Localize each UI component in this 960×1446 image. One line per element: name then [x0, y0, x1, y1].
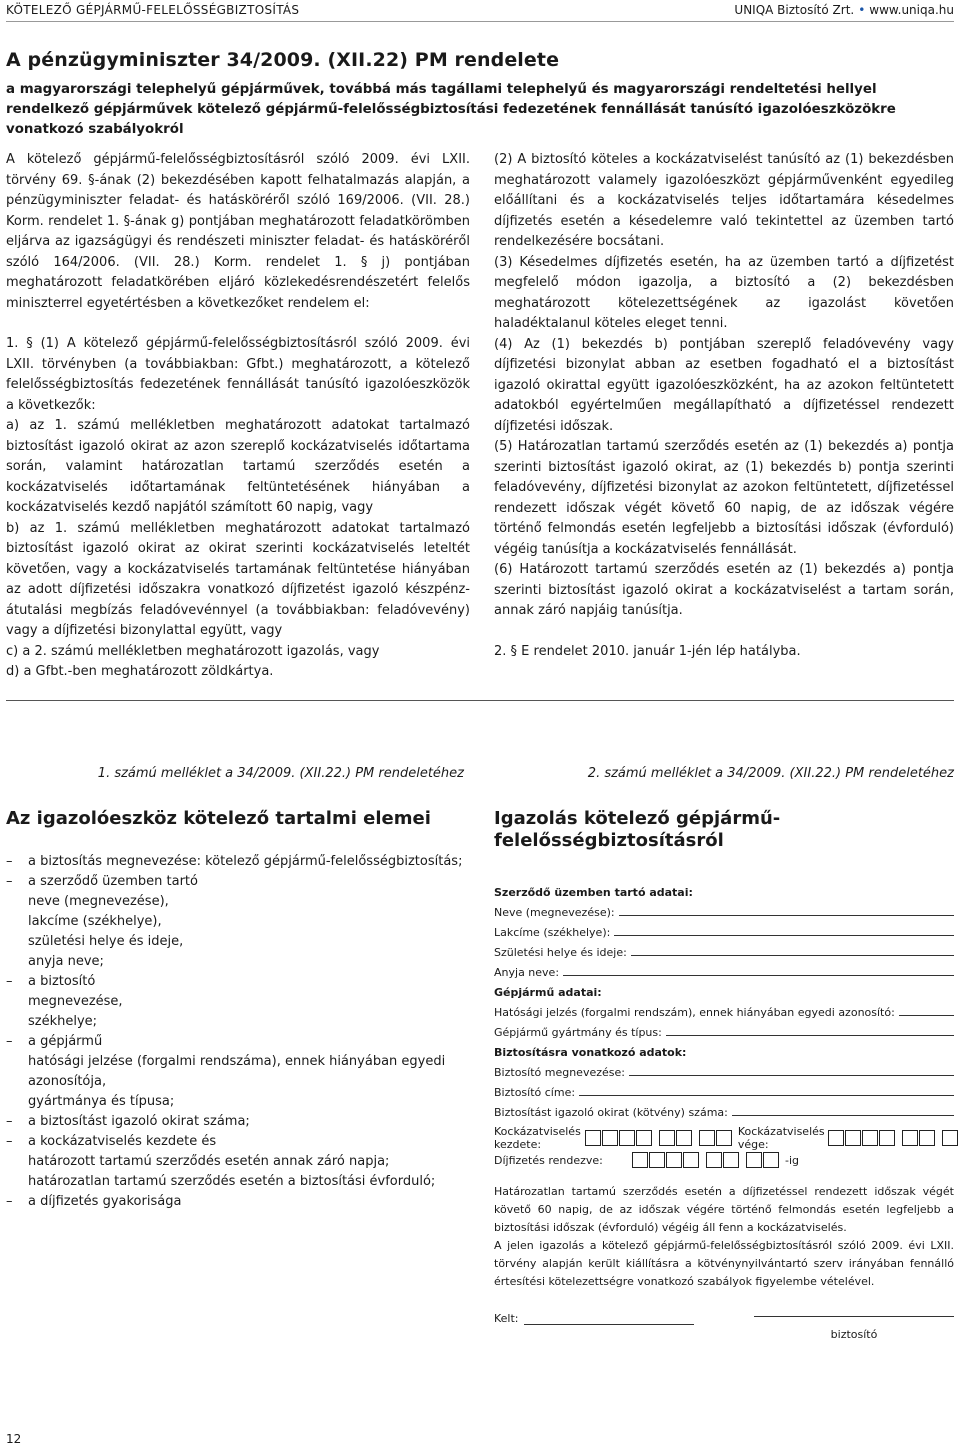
- coverage-start-boxes[interactable]: [585, 1130, 732, 1146]
- list-dash: [6, 1152, 28, 1172]
- label-mother: Anyja neve:: [494, 966, 560, 979]
- list-dash: [6, 912, 28, 932]
- paragraph-2: (2) A biztosító köteles a kockázatviselést tanúsító az (1) bekezdésben meghatározott valamely igazolóeszközt gépjárművenként egyedileg előállítani és a kockázatviselés teljes időtartamára késedelmes díjfizetés esetén a késedelemre való tekintettel az üzemben tartó rendelkezésére bocsátani.: [494, 152, 954, 249]
- section-2-paragraph: 2. § E rendelet 2010. január 1-jén lép hatályba.: [494, 643, 801, 659]
- list-item: [6, 1192, 470, 1212]
- list-item-text: határozott tartamú szerződés esetén annak záró napja;: [28, 1154, 390, 1169]
- list-dash: –: [6, 1034, 13, 1049]
- list-item: [6, 912, 470, 932]
- label-signature: biztosító: [830, 1328, 878, 1341]
- list-item-text: a biztosító: [28, 974, 96, 989]
- intro-paragraph: A kötelező gépjármű-felelősségbiztosításról szóló 2009. évi LXII. törvény 69. §-ának (2) bekezdésében kapott felhatalmazás alapján, a pénzügyminiszter feladat- és hatásköréről szóló 169/2006. (VII. 28.) Korm. rendelet 1. §-ának g) pontjában meghatározott feladatkörömben eljárva az igazságügyi és rendészeti miniszter feladat- és hatásköréről szóló 164/2006. (VII. 28.) Korm. rendelet 1. § j) pontjában meghatározott feladatkörében eljáró közlekedésrendészetért felelős miniszterrel egyetértésben a következőket rendelem el:: [6, 152, 470, 311]
- annex-1-heading: Az igazolóeszköz kötelező tartalmi elemei: [6, 808, 431, 829]
- label-name: Neve (megnevezése):: [494, 906, 615, 919]
- page-number: 12: [6, 1432, 22, 1446]
- list-item-text: székhelye;: [28, 1014, 98, 1029]
- label-insurer-address: Biztosító címe:: [494, 1086, 576, 1099]
- list-item: [6, 872, 470, 892]
- list-dash: [6, 892, 28, 912]
- form-notice-1: Határozatlan tartamú szerződés esetén a díjfizetéssel rendezett időszak végét követő 60 napig, de az időszak végére történő felmondás esetén legfeljebb a biztosítási időszak (évforduló) végéig áll fenn a kockázatviselés.: [494, 1185, 954, 1234]
- label-coverage-end: Kockázatviselés vége:: [737, 1125, 825, 1151]
- label-address: Lakcíme (székhelye):: [494, 926, 611, 939]
- list-item: [6, 1092, 470, 1112]
- label-until: -ig: [785, 1153, 800, 1167]
- list-dash: –: [6, 1194, 13, 1209]
- field-address-line[interactable]: [614, 935, 954, 936]
- field-make-line[interactable]: [666, 1035, 954, 1036]
- list-item-text: a gépjármű: [28, 1034, 103, 1049]
- label-premium-paid: Díjfizetés rendezve:: [494, 1153, 603, 1167]
- required-elements-list: [6, 852, 470, 1212]
- list-item-text: gyártmánya és típusa;: [28, 1094, 175, 1109]
- label-date: Kelt:: [494, 1312, 519, 1325]
- list-dash: –: [6, 874, 13, 889]
- item-d: d) a Gfbt.-ben meghatározott zöldkártya.: [6, 664, 274, 679]
- label-plate: Hatósági jelzés (forgalmi rendszám), ennek hiányában egyedi azonosító:: [494, 1006, 895, 1019]
- list-dash: [6, 1092, 28, 1112]
- field-policy-number-line[interactable]: [732, 1115, 954, 1116]
- label-birth: Születési helye és ideje:: [494, 946, 627, 959]
- list-item-text: a biztosítást igazoló okirat száma;: [28, 1114, 250, 1129]
- list-item-text: anyja neve;: [28, 954, 104, 969]
- label-policy-number: Biztosítást igazoló okirat (kötvény) száma:: [494, 1106, 728, 1119]
- field-birth-line[interactable]: [631, 955, 954, 956]
- list-item: [6, 1172, 470, 1192]
- page-subtitle: a magyarországi telephelyű gépjárművek, továbbá más tagállami telephelyű és magyarországi rendeltetési hellyel rendelkező gépjárművek kötelező gépjármű-felelősségbiztosítási fedezetének fennállását tanúsító igazolóeszközökre vonatkozó szabályokról: [6, 82, 896, 137]
- list-dash: [6, 992, 28, 1012]
- header-company-info: [734, 3, 954, 17]
- list-dash: –: [6, 1134, 13, 1149]
- list-dash: [6, 1012, 28, 1032]
- field-plate-line[interactable]: [899, 1015, 954, 1016]
- section-1-paragraph: 1. § (1) A kötelező gépjármű-felelősségbiztosításról szóló 2009. évi LXII. törvényben (a továbbiakban: Gfbt.) meghatározott, a kötelező felelősségbiztosítás fedezetének fennállását tanúsító igazolóeszközök a következők:: [6, 336, 470, 413]
- list-item: [6, 1012, 470, 1032]
- form-section-vehicle: Gépjármű adatai:: [494, 986, 602, 999]
- header-url[interactable]: www.uniqa.hu: [869, 3, 954, 17]
- list-item-text: a kockázatviselés kezdete és: [28, 1134, 217, 1149]
- item-b: b) az 1. számú mellékletben meghatározott adatokat tartalmazó biztosítást igazoló okirat az okirat szerinti kockázatviselés leteltét követően, vagy a kockázatviselés tartamának feltüntetése hiányában az adott díjfizetési időszakra vonatkozó díjfizetést igazoló készpénz-átutalási megbízás feladóvevénnyel (a továbbiakban: feladóvevény) vagy a díjfizetési bizonylattal együtt, vagy: [6, 520, 470, 638]
- form-notice-2: A jelen igazolás a kötelező gépjármű-felelősségbiztosításról szóló 2009. évi LXII. törvény alapján került kiállításra a kötvénynyilvántartó szerv irányában fennálló értesítési kötelezettségre vonatkozó szabályok figyelembe vételével.: [494, 1239, 954, 1288]
- page-title: A pénzügyminiszter 34/2009. (XII.22) PM rendelete: [6, 49, 560, 71]
- list-item-text: lakcíme (székhelye),: [28, 914, 162, 929]
- premium-paid-boxes[interactable]: [632, 1152, 779, 1168]
- certificate-form: [494, 879, 954, 1291]
- list-item: [6, 1132, 470, 1152]
- list-item: [6, 1032, 470, 1052]
- list-item: [6, 952, 470, 972]
- list-item-text: születési helye és ideje,: [28, 934, 184, 949]
- list-dash: [6, 952, 28, 972]
- list-item: [6, 972, 470, 992]
- list-item: [6, 1112, 470, 1132]
- list-item-text: határozatlan tartamú szerződés esetén a biztosítási évforduló;: [28, 1174, 436, 1189]
- list-item: [6, 992, 470, 1012]
- list-item: [6, 852, 470, 872]
- label-make: Gépjármű gyártmány és típus:: [494, 1026, 662, 1039]
- list-dash: [6, 1052, 28, 1092]
- annex-2-caption: 2. számú melléklet a 34/2009. (XII.22.) PM rendeletéhez: [587, 766, 954, 781]
- label-insurer-name: Biztosító megnevezése:: [494, 1066, 625, 1079]
- list-dash: –: [6, 974, 13, 989]
- list-item: [6, 932, 470, 952]
- list-dash: [6, 932, 28, 952]
- paragraph-6: (6) Határozott tartamú szerződés esetén az (1) bekezdés a) pontja szerinti biztosítást igazoló okirat a kockázatviselést a tartam során, annak záró napjáig tanúsítja.: [494, 562, 954, 618]
- list-dash: –: [6, 854, 13, 869]
- field-signature-line[interactable]: [754, 1316, 954, 1317]
- header-company: UNIQA Biztosító Zrt.: [734, 3, 855, 17]
- paragraph-4: (4) Az (1) bekezdés b) pontjában szereplő feladóvevény vagy díjfizetési bizonylat abban az esetben fogadható el a biztosítást igazoló okirattal együtt igazolóeszközként, ha az azokon feltüntetett adatokból egyértelműen megállapítható a díjfizetéssel rendezett díjfizetési időszak.: [494, 336, 954, 434]
- list-item-text: a szerződő üzemben tartó: [28, 874, 198, 889]
- field-mother-line[interactable]: [563, 975, 954, 976]
- field-name-line[interactable]: [619, 915, 954, 916]
- item-a: a) az 1. számú mellékletben meghatározott adatokat tartalmazó biztosítást igazoló okirat az azon szereplő kockázatviselés időtartama során, valamint határozatlan tartamú szerződés esetén a kockázatviselés időtartamának feltüntetésének hiányában a kockázatviselés kezdő napjától számított 60 napig, vagy: [6, 418, 470, 515]
- coverage-end-boxes[interactable]: [828, 1130, 958, 1146]
- list-item: [6, 1152, 470, 1172]
- signature-area: [494, 1312, 954, 1352]
- paragraph-3: (3) Késedelmes díjfizetés esetén, ha az üzemben tartó a díjfizetést megfelelő módon igazolja, a biztosító a (2) bekezdésben meghatározott kötelezettségének az igazolást követően haladéktalanul köteles eleget tenni.: [494, 254, 954, 331]
- paragraph-5: (5) Határozatlan tartamú szerződés esetén az (1) bekezdés a) pontja szerinti biztosítást igazoló okirat, az (1) bekezdés b) pontja szerinti feladóvevény, díjfizetési bizonylat az azokon feltüntetett, díjfizetéssel rendezett időszak végét követő 60 napig, de az időszak végére történő felmondás esetén legfeljebb a biztosítási időszak (évforduló) végéig tanúsítja a kockázatviselés fennállását.: [494, 439, 954, 557]
- bullet-dot-icon: •: [858, 3, 866, 17]
- annex-2-heading: Igazolás kötelező gépjármű-felelősségbiztosításról: [494, 808, 781, 851]
- list-item-text: a biztosítás megnevezése: kötelező gépjármű-felelősségbiztosítás;: [28, 854, 463, 869]
- list-item-text: neve (megnevezése),: [28, 894, 169, 909]
- field-date-line[interactable]: [524, 1324, 694, 1325]
- field-insurer-address-line[interactable]: [579, 1095, 954, 1096]
- right-column: [494, 150, 954, 662]
- label-coverage-start: Kockázatviselés kezdete:: [494, 1125, 581, 1151]
- list-dash: –: [6, 1114, 13, 1129]
- coverage-dates-row: [494, 1127, 954, 1149]
- item-c: c) a 2. számú mellékletben meghatározott igazolás, vagy: [6, 643, 380, 659]
- premium-paid-row: [494, 1149, 954, 1171]
- header-title: KÖTELEZŐ GÉPJÁRMŰ-FELELŐSSÉGBIZTOSÍTÁS: [6, 3, 300, 17]
- form-section-insurance: Biztosításra vonatkozó adatok:: [494, 1046, 687, 1059]
- form-notice: [494, 1183, 954, 1291]
- annex-1-caption: 1. számú melléklet a 34/2009. (XII.22.) PM rendeletéhez: [97, 766, 464, 781]
- list-item-text: hatósági jelzése (forgalmi rendszáma), ennek hiányában egyedi azonosítója,: [28, 1054, 446, 1089]
- form-section-holder: Szerződő üzemben tartó adatai:: [494, 886, 693, 899]
- list-item: [6, 1052, 470, 1092]
- running-header: [6, 0, 954, 22]
- list-item: [6, 892, 470, 912]
- list-item-text: megnevezése,: [28, 994, 123, 1009]
- section-divider: [6, 700, 954, 701]
- left-column: [6, 150, 470, 683]
- list-dash: [6, 1172, 28, 1192]
- field-insurer-name-line[interactable]: [629, 1075, 954, 1076]
- list-item-text: a díjfizetés gyakorisága: [28, 1194, 182, 1209]
